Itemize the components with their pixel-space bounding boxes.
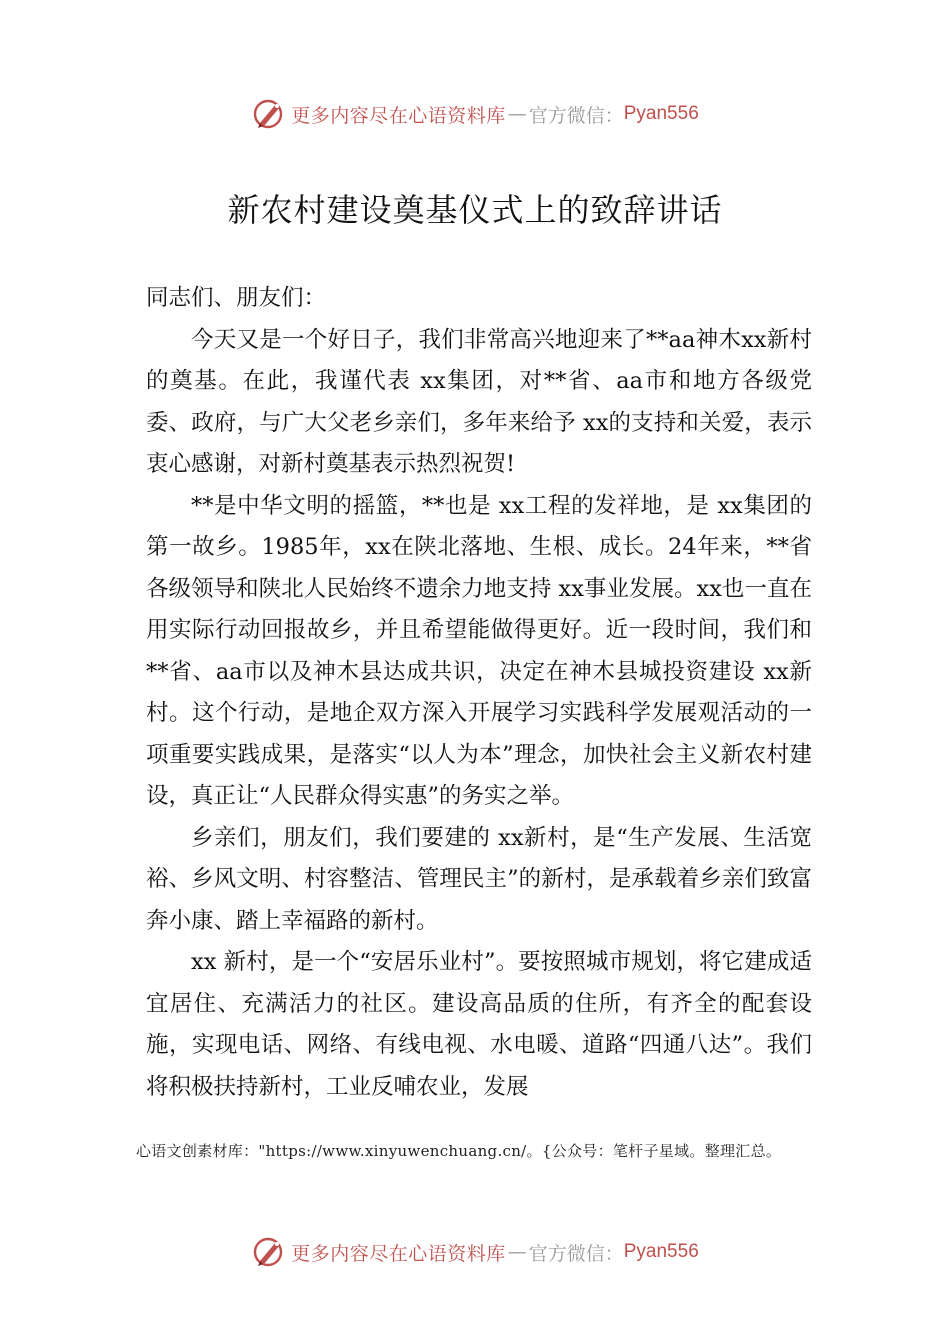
pen-logo-icon	[251, 96, 287, 132]
banner-dash: —	[507, 1241, 527, 1263]
header-banner	[0, 94, 950, 134]
banner-wechat-label: 官方微信：	[528, 104, 624, 127]
document-body	[146, 278, 812, 1108]
banner-text: 更多内容尽在心语资料库	[291, 1242, 506, 1265]
banner-dash: —	[507, 103, 527, 125]
paragraph-1: 今天又是一个好日子，我们非常高兴地迎来了**aa神木xx新村的奠基。在此，我谨代表 xx集团，对**省、aa市和地方各级党委、政府，与广大父老乡亲们，多年来给予 xx的支持和关爱，表示衷心感谢，对新村奠基表示热烈祝贺!	[146, 326, 812, 477]
paragraph-3: 乡亲们，朋友们，我们要建的 xx新村，是“生产发展、生活宽裕、乡风文明、村容整洁、管理民主”的新村，是承载着乡亲们致富奔小康、踏上幸福路的新村。	[146, 824, 812, 934]
paragraph-2: **是中华文明的摇篮，**也是 xx工程的发祥地，是 xx集团的第一故乡。1985年，xx在陕北落地、生根、成长。24年来，**省各级领导和陕北人民始终不遗余力地支持 xx事业发展。xx也一直在用实际行动回报故乡，并且希望能做得更好。近一段时间，我们和**省、aa市以及神木县达成共识，决定在神木县城投资建设 xx新村。这个行动，是地企双方深入开展学习实践科学发展观活动的一项重要实践成果，是落实“以人为本”理念，加快社会主义新农村建设，真正让“人民群众得实惠”的务实之举。	[146, 492, 812, 809]
paragraph-4: xx 新村，是一个“安居乐业村”。要按照城市规划，将它建成适宜居住、充满活力的社区。建设高品质的住所，有齐全的配套设施，实现电话、网络、有线电视、水电暖、道路“四通八达”。我们将积极扶持新村，工业反哺农业，发展	[146, 949, 812, 1100]
document-title: 新农村建设奠基仪式上的致辞讲话	[227, 191, 723, 229]
footer-banner	[0, 1232, 950, 1272]
banner-wechat-label: 官方微信：	[528, 1242, 624, 1265]
banner-wechat-id: Pyan556	[623, 1241, 699, 1262]
salutation: 同志们、朋友们：	[146, 285, 327, 311]
banner-text: 更多内容尽在心语资料库	[291, 104, 506, 127]
footer-note: 心语文创素材库："https://www.xinyuwenchuang.cn/。{公众号：笔杆子星域。整理汇总。	[136, 1142, 782, 1160]
pen-logo-icon	[251, 1234, 287, 1270]
banner-wechat-id: Pyan556	[623, 103, 699, 124]
